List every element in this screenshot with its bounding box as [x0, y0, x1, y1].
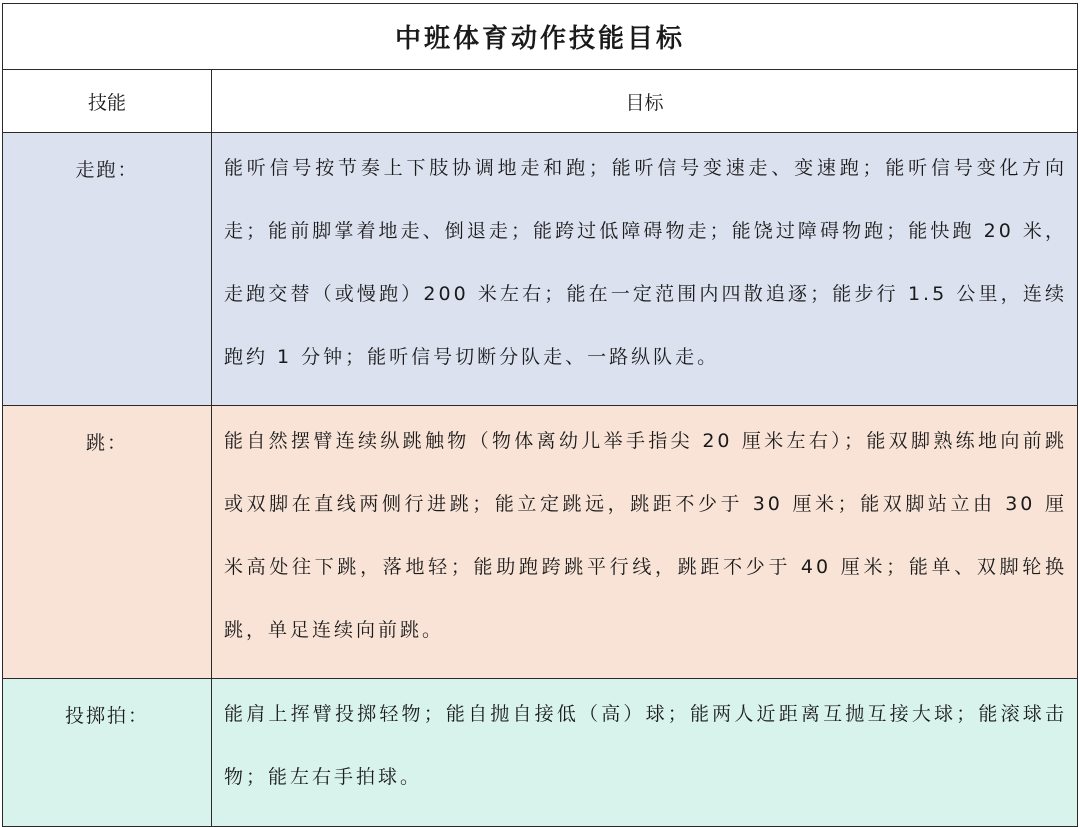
table-title: 中班体育动作技能目标 — [3, 4, 1078, 70]
header-goal: 目标 — [212, 70, 1078, 133]
header-row — [3, 70, 1078, 133]
header-skill: 技能 — [3, 70, 212, 133]
goal-text: 能听信号按节奏上下肢协调地走和跑；能听信号变速走、变速跑；能听信号变化方向走；能前脚掌着地走、倒退走；能跨过低障碍物走；能饶过障碍物跑；能快跑 20 米，走跑交替（或慢跑）200 米左右；能在一定范围内四散追逐；能步行 1.5 公里，连续跑约 1 分钟；能听信号切断分队走、一路纵队走。 — [212, 133, 1078, 406]
skill-label: 走跑： — [3, 133, 212, 406]
skill-label: 跳： — [3, 406, 212, 679]
goal-text: 能自然摆臂连续纵跳触物（物体离幼儿举手指尖 20 厘米左右）；能双脚熟练地向前跳或双脚在直线两侧行进跳；能立定跳远，跳距不少于 30 厘米；能双脚站立由 30 厘米高处往下跳，落地轻；能助跑跨跳平行线，跳距不少于 40 厘米；能单、双脚轮换跳，单足连续向前跳。 — [212, 406, 1078, 679]
table-row-jump — [3, 406, 1078, 679]
table-row-run — [3, 133, 1078, 406]
skill-goals-table — [2, 3, 1078, 827]
table-row-throw — [3, 679, 1078, 827]
goal-text: 能肩上挥臂投掷轻物；能自抛自接低（高）球；能两人近距离互抛互接大球；能滚球击物；能左右手拍球。 — [212, 679, 1078, 827]
skill-label: 投掷拍： — [3, 679, 212, 827]
